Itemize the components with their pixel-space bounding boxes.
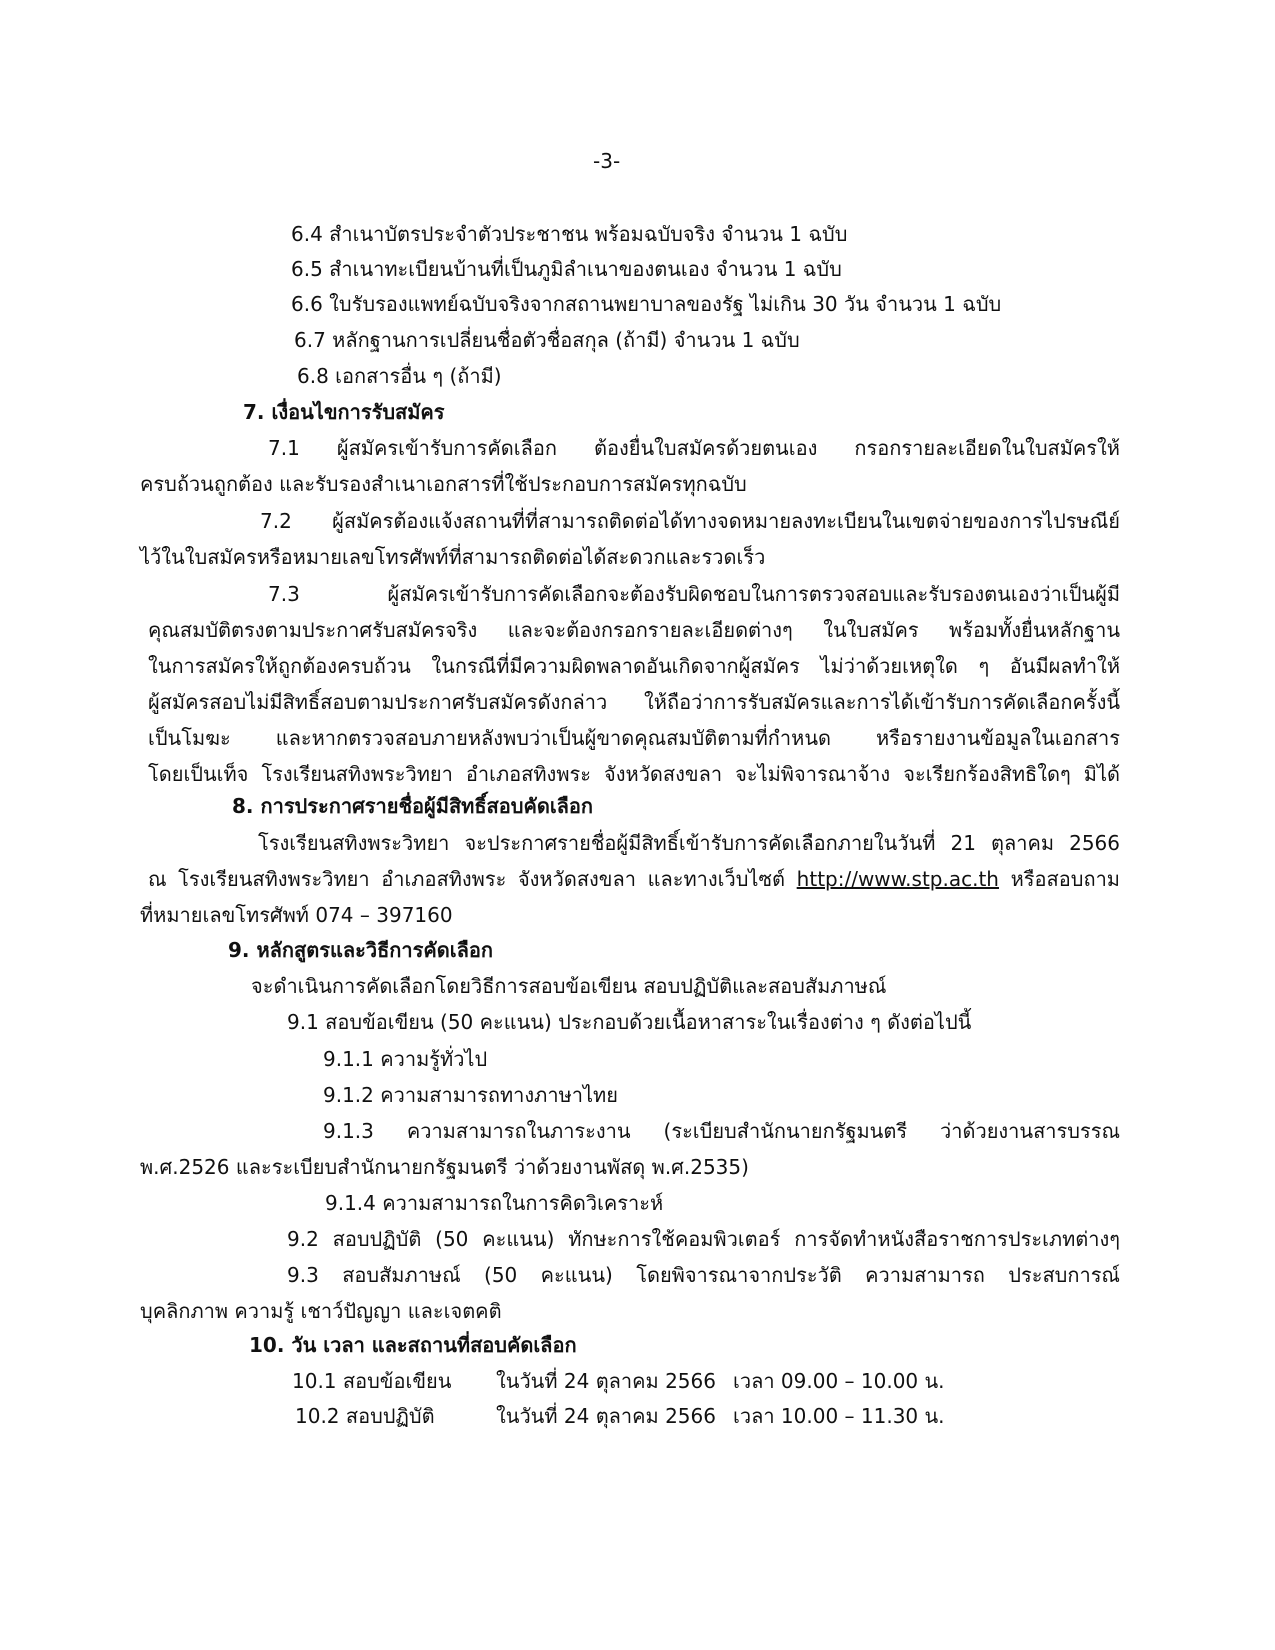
schedule-item: 10.2 สอบปฏิบัติ xyxy=(295,1404,435,1428)
item-9-1: 9.1 สอบข้อเขียน (50 คะแนน) ประกอบด้วยเนื้อหาสาระในเรื่องต่าง ๆ ดังต่อไปนี้ xyxy=(287,1010,972,1034)
para-7-1-line-2: ครบถ้วนถูกต้อง และรับรองสำเนาเอกสารที่ใช้ประกอบการสมัครทุกฉบับ xyxy=(140,472,747,496)
item-6-6: 6.6 ใบรับรองแพทย์ฉบับจริงจากสถานพยาบาลของรัฐ ไม่เกิน 30 วัน จำนวน 1 ฉบับ xyxy=(291,292,1002,316)
website-link[interactable]: http://www.stp.ac.th xyxy=(796,867,999,891)
para-7-3-line-2: คุณสมบัติตรงตามประกาศรับสมัครจริง และจะต้องกรอกรายละเอียดต่างๆ ในใบสมัคร พร้อมทั้งยื่นหลักฐาน xyxy=(148,618,1120,642)
para-7-3-line-4: ผู้สมัครสอบไม่มีสิทธิ์สอบตามประกาศรับสมัครดังกล่าว ให้ถือว่าการรับสมัครและการได้เข้ารับการคัดเลือกครั้งนี้ xyxy=(148,690,1120,714)
item-9-1-2: 9.1.2 ความสามารถทางภาษาไทย xyxy=(323,1083,618,1107)
item-6-8: 6.8 เอกสารอื่น ๆ (ถ้ามี) xyxy=(297,364,502,388)
item-9-1-3-line-1: 9.1.3 ความสามารถในภาระงาน (ระเบียบสำนักนายกรัฐมนตรี ว่าด้วยงานสารบรรณ xyxy=(323,1119,1120,1143)
para-8-line-2 xyxy=(148,861,1120,897)
section-10-heading: 10. วัน เวลา และสถานที่สอบคัดเลือก xyxy=(249,1333,577,1357)
para-8-text-before-link: ณ โรงเรียนสทิงพระวิทยา อำเภอสทิงพระ จังหวัดสงขลา และทางเว็บไซต์ xyxy=(148,867,797,891)
para-7-2-line-2: ไว้ในใบสมัครหรือหมายเลขโทรศัพท์ที่สามารถติดต่อได้สะดวกและรวดเร็ว xyxy=(140,545,766,569)
item-6-4: 6.4 สำเนาบัตรประจำตัวประชาชน พร้อมฉบับจริง จำนวน 1 ฉบับ xyxy=(291,222,848,246)
schedule-time: เวลา 09.00 – 10.00 น. xyxy=(733,1369,945,1393)
schedule-date: ในวันที่ 24 ตุลาคม 2566 xyxy=(496,1404,716,1428)
schedule-time: เวลา 10.00 – 11.30 น. xyxy=(733,1404,945,1428)
item-9-3-line-1: 9.3 สอบสัมภาษณ์ (50 คะแนน) โดยพิจารณาจากประวัติ ความสามารถ ประสบการณ์ xyxy=(287,1263,1120,1287)
section-8-heading: 8. การประกาศรายชื่อผู้มีสิทธิ์สอบคัดเลือก xyxy=(232,794,594,818)
para-8-line-1: โรงเรียนสทิงพระวิทยา จะประกาศรายชื่อผู้มีสิทธิ์เข้ารับการคัดเลือกภายในวันที่ 21 ตุลาคม 2566 xyxy=(258,831,1120,855)
section-7-heading: 7. เงื่อนไขการรับสมัคร xyxy=(243,400,445,424)
para-7-1-line-1: 7.1 ผู้สมัครเข้ารับการคัดเลือก ต้องยื่นใบสมัครด้วยตนเอง กรอกรายละเอียดในใบสมัครให้ xyxy=(268,436,1120,460)
para-7-3-line-6: โดยเป็นเท็จ โรงเรียนสทิงพระวิทยา อำเภอสทิงพระ จังหวัดสงขลา จะไม่พิจารณาจ้าง จะเรียกร้องสิทธิใดๆ มิได้ xyxy=(148,762,1120,786)
section-9-heading: 9. หลักสูตรและวิธีการคัดเลือก xyxy=(228,938,493,962)
schedule-item: 10.1 สอบข้อเขียน xyxy=(292,1369,452,1393)
para-7-3-line-1: 7.3 ผู้สมัครเข้ารับการคัดเลือกจะต้องรับผิดชอบในการตรวจสอบและรับรองตนเองว่าเป็นผู้มี xyxy=(268,582,1120,606)
item-6-7: 6.7 หลักฐานการเปลี่ยนชื่อตัวชื่อสกุล (ถ้ามี) จำนวน 1 ฉบับ xyxy=(294,328,800,352)
item-9-2: 9.2 สอบปฏิบัติ (50 คะแนน) ทักษะการใช้คอมพิวเตอร์ การจัดทำหนังสือราชการประเภทต่างๆ xyxy=(287,1227,1120,1251)
item-9-1-1: 9.1.1 ความรู้ทั่วไป xyxy=(323,1047,488,1071)
item-9-1-4: 9.1.4 ความสามารถในการคิดวิเคราะห์ xyxy=(325,1191,664,1215)
para-7-2-line-1: 7.2 ผู้สมัครต้องแจ้งสถานที่ที่สามารถติดต่อได้ทางจดหมายลงทะเบียนในเขตจ่ายของการไปรษณีย์ xyxy=(260,509,1120,533)
section-9-intro: จะดำเนินการคัดเลือกโดยวิธีการสอบข้อเขียน สอบปฏิบัติและสอบสัมภาษณ์ xyxy=(251,974,887,998)
para-7-3-line-3: ในการสมัครให้ถูกต้องครบถ้วน ในกรณีที่มีความผิดพลาดอันเกิดจากผู้สมัคร ไม่ว่าด้วยเหตุใด ๆ อันมีผลทำให้ xyxy=(148,654,1120,678)
para-7-3-line-5: เป็นโมฆะ และหากตรวจสอบภายหลังพบว่าเป็นผู้ขาดคุณสมบัติตามที่กำหนด หรือรายงานข้อมูลในเอกสาร xyxy=(148,726,1120,750)
item-6-5: 6.5 สำเนาทะเบียนบ้านที่เป็นภูมิลำเนาของตนเอง จำนวน 1 ฉบับ xyxy=(291,257,842,281)
page-number: -3- xyxy=(593,149,621,173)
item-9-1-3-line-2: พ.ศ.2526 และระเบียบสำนักนายกรัฐมนตรี ว่าด้วยงานพัสดุ พ.ศ.2535) xyxy=(140,1155,749,1179)
item-9-3-line-2: บุคลิกภาพ ความรู้ เชาว์ปัญญา และเจตคติ xyxy=(140,1299,502,1323)
para-8-text-after-link: หรือสอบถาม xyxy=(998,867,1120,891)
para-8-line-3: ที่หมายเลขโทรศัพท์ 074 – 397160 xyxy=(140,903,453,927)
schedule-date: ในวันที่ 24 ตุลาคม 2566 xyxy=(496,1369,716,1393)
